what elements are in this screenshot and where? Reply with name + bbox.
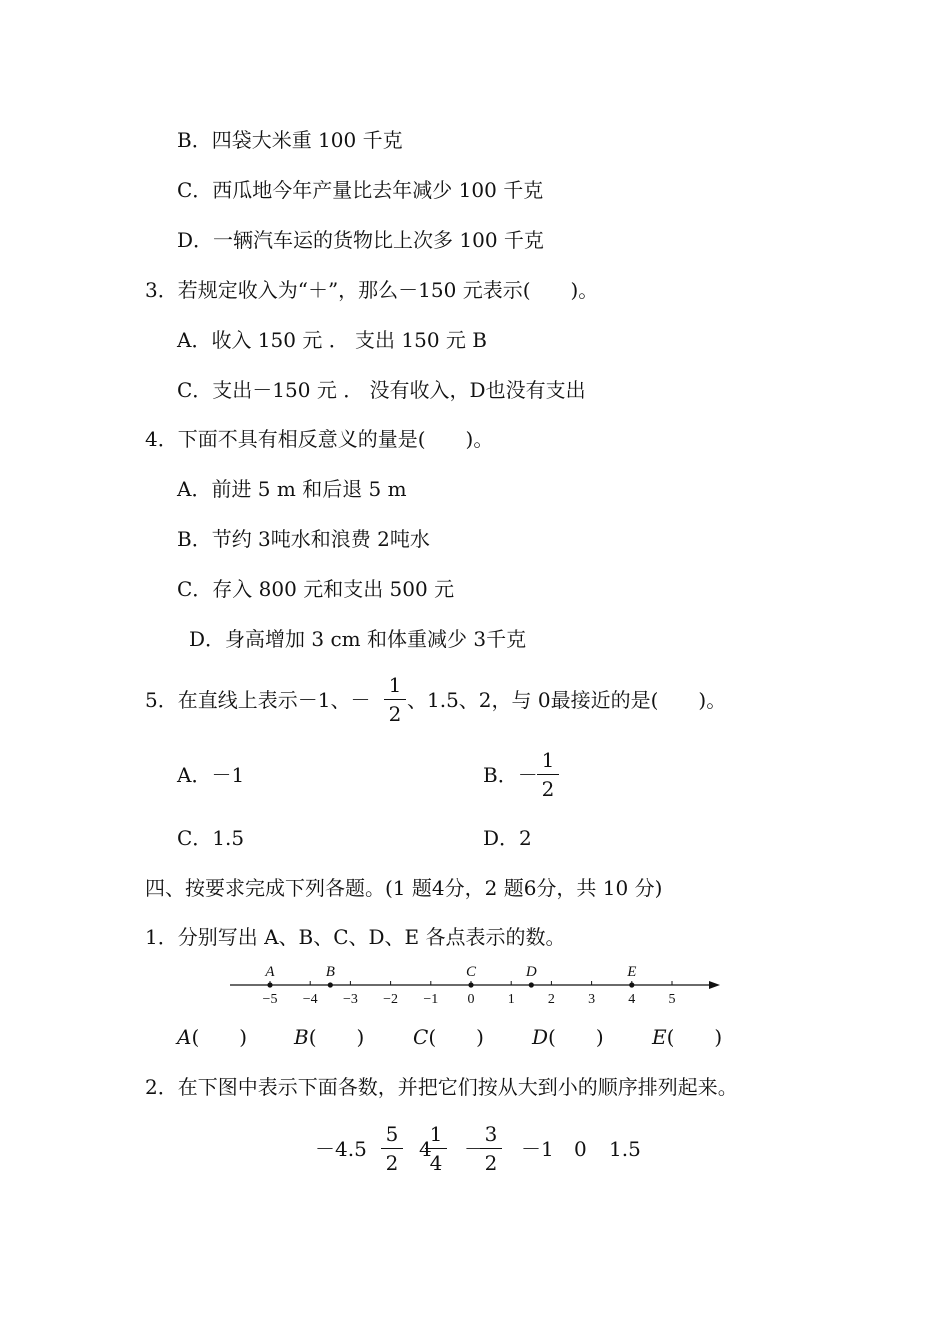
q2-option-c: C．西瓜地今年产量比去年减少 100 千克 xyxy=(177,178,544,202)
number-line-point xyxy=(629,982,634,987)
negative-sign: － xyxy=(464,1137,484,1161)
q4-stem: 4．下面不具有相反意义的量是( )。 xyxy=(145,427,494,451)
answer-blank-parens: ( ) xyxy=(428,1025,484,1049)
q5-option-b-prefix: B．－ xyxy=(483,763,538,787)
fraction-numerator: 1 xyxy=(429,1122,443,1146)
fraction-denominator: 2 xyxy=(541,777,555,801)
number-line-point-label: C xyxy=(465,964,477,980)
fraction-numerator: 1 xyxy=(388,673,402,697)
number-0: 0 xyxy=(574,1137,587,1161)
q3-options-cd: C．支出－150 元 ． 没有收入，D也没有支出 xyxy=(177,378,586,402)
q5-stem-end: 、1.5、2，与 0最接近的是( )。 xyxy=(407,688,727,712)
fraction-denominator: 4 xyxy=(429,1151,443,1175)
q5-option-c: C．1.5 xyxy=(177,826,245,850)
number-line-tick-label: −4 xyxy=(302,992,318,1007)
number-line-tick-label: −5 xyxy=(262,992,278,1007)
answer-blank xyxy=(294,1025,364,1049)
answer-blank-letter: B xyxy=(294,1025,309,1049)
fraction-numerator: 5 xyxy=(385,1122,399,1146)
number-line-tick-label: 4 xyxy=(628,992,636,1007)
fraction-bar xyxy=(537,774,559,775)
number-line-tick-label: 5 xyxy=(668,992,676,1007)
number-1-5: 1.5 xyxy=(609,1137,641,1161)
number-line-tick-label: −1 xyxy=(423,992,439,1007)
number-line-tick-label: 0 xyxy=(467,992,475,1007)
answer-blank-letter: D xyxy=(532,1025,549,1049)
fraction-denominator: 2 xyxy=(385,1151,399,1175)
section-4-heading: 四、按要求完成下列各题。(1 题4分，2 题6分，共 10 分) xyxy=(145,876,663,900)
number-line-point-label: E xyxy=(627,964,637,980)
number-line-arrow xyxy=(709,981,720,989)
q4-option-d: D．身高增加 3 cm 和体重减少 3千克 xyxy=(189,627,527,651)
number-line-tick-label: −3 xyxy=(342,992,358,1007)
fraction-bar xyxy=(425,1148,447,1149)
q5-option-a: A．－1 xyxy=(177,763,245,787)
fraction-numerator: 1 xyxy=(541,748,555,772)
number-line-point-label: B xyxy=(325,964,335,980)
fraction-numerator: 3 xyxy=(484,1122,498,1146)
answer-blank xyxy=(532,1025,604,1049)
section-4-q2-stem: 2．在下图中表示下面各数，并把它们按从大到小的顺序排列起来。 xyxy=(145,1075,738,1099)
answer-blank xyxy=(177,1025,247,1049)
number-neg-1: －1 xyxy=(521,1137,554,1161)
number-line-point xyxy=(529,982,534,987)
fraction-bar xyxy=(384,699,406,700)
number-line-tick-label: −2 xyxy=(383,992,399,1007)
number-line-point xyxy=(468,982,473,987)
number-line-point xyxy=(267,982,272,987)
number-line-point-label: A xyxy=(265,964,275,980)
number-line-tick-label: 2 xyxy=(547,992,555,1007)
q5-option-b-fraction xyxy=(537,749,559,800)
number-line-tick-label: 1 xyxy=(507,992,515,1007)
number-line-point-label: D xyxy=(525,964,537,980)
answer-blank-parens: ( ) xyxy=(666,1025,723,1049)
q4-option-b: B．节约 3吨水和浪费 2吨水 xyxy=(177,527,430,551)
number-neg-three-halves xyxy=(480,1123,502,1174)
number-line-point xyxy=(328,982,333,987)
fraction-denominator: 2 xyxy=(388,702,402,726)
number-five-halves xyxy=(381,1123,403,1174)
answer-blank-parens: ( ) xyxy=(308,1025,365,1049)
q5-stem-fraction xyxy=(384,674,406,725)
q4-option-c: C．存入 800 元和支出 500 元 xyxy=(177,577,455,601)
mixed-number-fraction xyxy=(425,1123,447,1174)
answer-blank-letter: A xyxy=(177,1025,192,1049)
mixed-number-whole: 4 xyxy=(419,1137,432,1161)
number-line-tick-label: 3 xyxy=(588,992,596,1007)
number-neg-4-5: －4.5 xyxy=(315,1137,367,1161)
answer-blank-parens: ( ) xyxy=(548,1025,604,1049)
answer-blank-parens: ( ) xyxy=(191,1025,248,1049)
fraction-bar xyxy=(480,1148,502,1149)
number-line xyxy=(0,960,950,1010)
answer-blank xyxy=(652,1025,722,1049)
fraction-bar xyxy=(381,1148,403,1149)
q2-option-b: B．四袋大米重 100 千克 xyxy=(177,128,403,152)
q3-options-ab: A．收入 150 元 ． 支出 150 元 B xyxy=(177,328,487,352)
q5-stem-start: 5．在直线上表示－1、－ xyxy=(145,688,371,712)
q5-option-d: D．2 xyxy=(483,826,532,850)
answer-blank xyxy=(413,1025,484,1049)
q3-stem: 3．若规定收入为“＋”，那么－150 元表示( )。 xyxy=(145,278,599,302)
section-4-q1-stem: 1．分别写出 A、B、C、D、E 各点表示的数。 xyxy=(145,925,566,949)
answer-blank-letter: E xyxy=(652,1025,667,1049)
answer-blank-letter: C xyxy=(413,1025,429,1049)
q2-option-d: D．一辆汽车运的货物比上次多 100 千克 xyxy=(177,228,544,252)
fraction-denominator: 2 xyxy=(484,1151,498,1175)
q4-option-a: A．前进 5 m 和后退 5 m xyxy=(177,477,407,501)
